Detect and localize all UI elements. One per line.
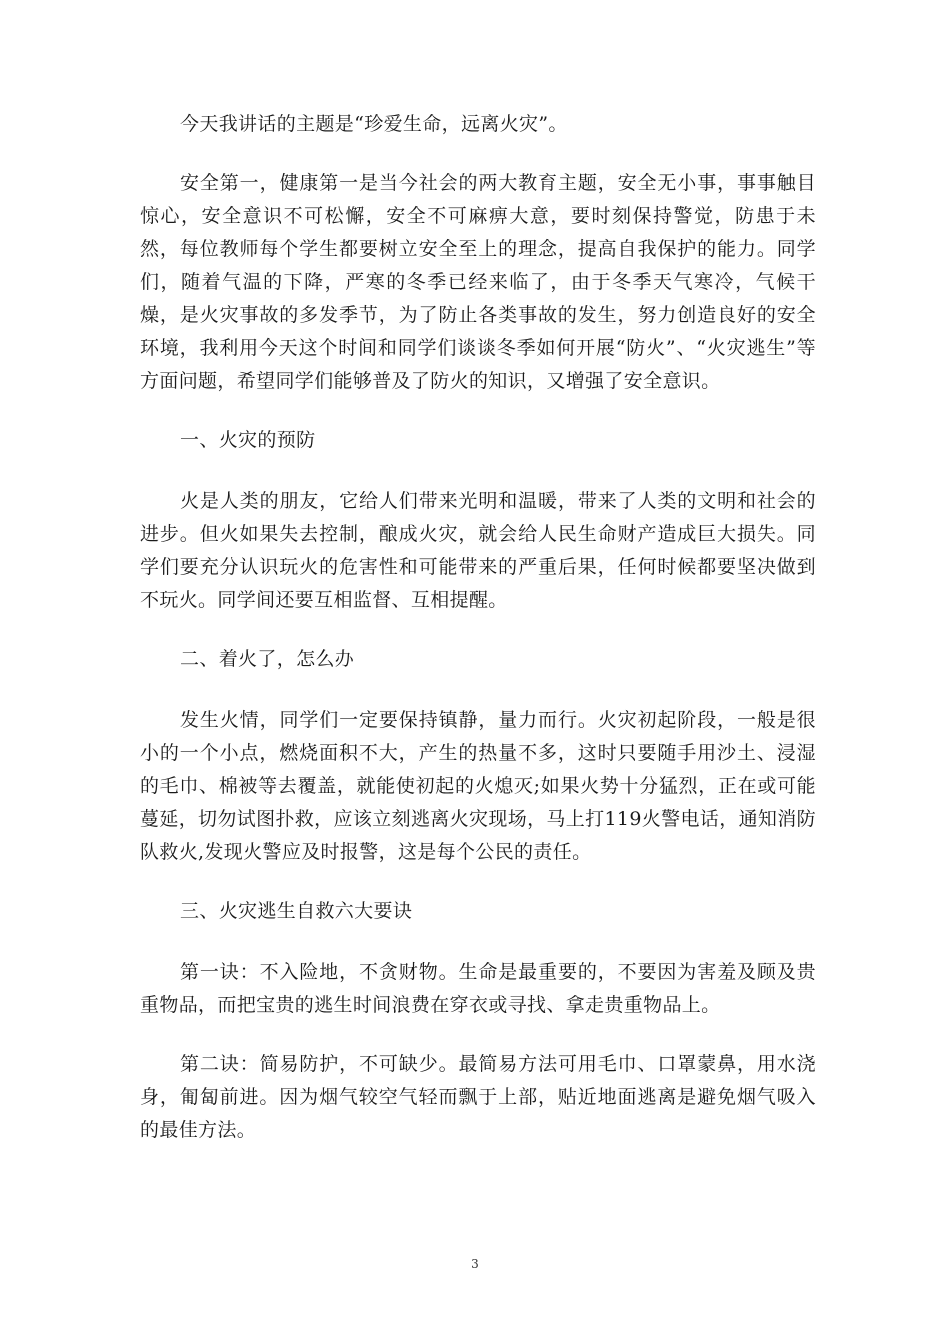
safety-paragraph: 安全第一，健康第一是当今社会的两大教育主题，安全无小事，事事触目惊心，安全意识不可松懈，安全不可麻痹大意，要时刻保持警觉，防患于未然，每位教师每个学生都要树立安全至上的理念，提高自我保护的能力。同学们，随着气温的下降，严寒的冬季已经来临了，由于冬季天气寒冷，气候干燥，是火灾事故的多发季节，为了防止各类事故的发生，努力创造良好的安全环境，我利用今天这个时间和同学们谈谈冬季如何开展“防火”、“火灾逃生”等方面问题，希望同学们能够普及了防火的知识，又增强了安全意识。 [140, 172, 816, 392]
prevention-paragraph: 火是人类的朋友，它给人们带来光明和温暖，带来了人类的文明和社会的进步。但火如果失去控制，酿成火灾，就会给人民生命财产造成巨大损失。同学们要充分认识玩火的危害性和可能带来的严重后果，任何时候都要坚决做到不玩火。同学间还要互相监督、互相提醒。 [140, 490, 816, 611]
section-heading-prevention: 一、火灾的预防 [180, 429, 316, 451]
escape-tip-1-paragraph: 第一诀：不入险地，不贪财物。生命是最重要的，不要因为害羞及顾及贵重物品，而把宝贵的逃生时间浪费在穿衣或寻找、拿走贵重物品上。 [140, 961, 816, 1016]
document-body [140, 108, 816, 1173]
intro-paragraph: 今天我讲话的主题是“珍爱生命，远离火灾”。 [180, 113, 568, 135]
on-fire-paragraph: 发生火情，同学们一定要保持镇静，量力而行。火灾初起阶段，一般是很小的一个小点，燃烧面积不大，产生的热量不多，这时只要随手用沙土、浸湿的毛巾、棉被等去覆盖，就能使初起的火熄灭;如果火势十分猛烈，正在或可能蔓延，切勿试图扑救，应该立刻逃离火灾现场，马上打119火警电话，通知消防队救火,发现火警应及时报警，这是每个公民的责任。 [140, 709, 816, 863]
escape-tip-2-paragraph: 第二诀：简易防护，不可缺少。最简易方法可用毛巾、口罩蒙鼻，用水浇身，匍匐前进。因为烟气较空气轻而飘于上部，贴近地面逃离是避免烟气吸入的最佳方法。 [140, 1053, 816, 1141]
section-heading-on-fire: 二、着火了，怎么办 [180, 648, 355, 670]
page-number: 3 [471, 1257, 479, 1271]
section-heading-escape: 三、火灾逃生自救六大要诀 [180, 900, 413, 922]
